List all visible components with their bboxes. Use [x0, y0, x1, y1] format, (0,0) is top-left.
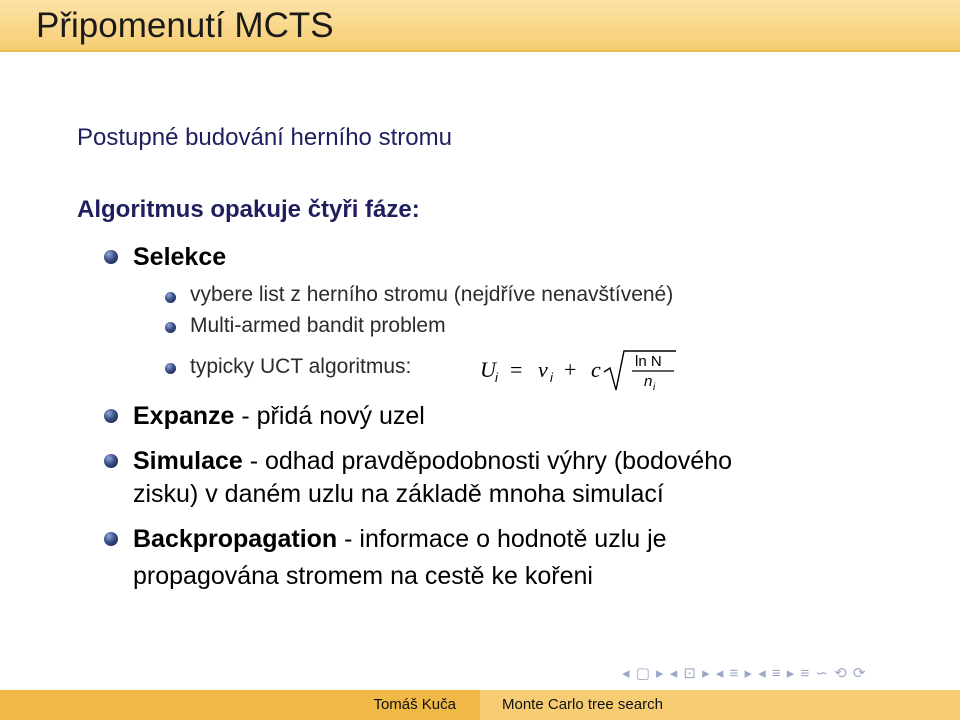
- phase-desc: - přidá nový uzel: [234, 402, 425, 430]
- bullet-icon: [104, 409, 118, 423]
- formula-den-sub: i: [653, 382, 656, 393]
- phase-name: Backpropagation: [133, 525, 338, 553]
- sub-bullet-icon: [165, 322, 176, 333]
- uct-formula: [480, 350, 680, 400]
- phase-simulace: [133, 446, 732, 476]
- phase-name: Selekce: [133, 243, 227, 271]
- formula-denominator: n: [644, 373, 653, 390]
- phase-desc: - informace o hodnotě uzlu je: [337, 525, 667, 553]
- sub-item: typicky UCT algoritmus:: [190, 355, 412, 378]
- title-bar: [0, 0, 960, 52]
- phase-name: Simulace: [133, 447, 243, 475]
- formula-u: U: [480, 357, 496, 382]
- sub-item: Multi-armed bandit problem: [190, 314, 446, 337]
- section-heading: Algoritmus opakuje čtyři fáze:: [77, 196, 420, 223]
- formula-sub: i: [495, 370, 498, 385]
- footer-title: Monte Carlo tree search: [502, 696, 663, 713]
- phase-desc: - odhad pravděpodobnosti výhry (bodového: [242, 447, 733, 475]
- formula-c: c: [591, 357, 601, 382]
- nav-symbols[interactable]: ◂ ▢ ▸ ◂ ⊡ ▸ ◂ ≡ ▸ ◂ ≡ ▸ ≡ ∽ ⟲ ⟳: [622, 665, 867, 682]
- sub-bullet-icon: [165, 292, 176, 303]
- bullet-icon: [104, 532, 118, 546]
- phase-desc-line2: zisku) v daném uzlu na základě mnoha simulací: [133, 480, 664, 508]
- phase-expanze: [133, 401, 425, 431]
- phase-name: Expanze: [133, 402, 235, 430]
- footer-author: Tomáš Kuča: [0, 690, 480, 720]
- formula-numerator: ln N: [635, 353, 662, 370]
- phase-selekce: [133, 242, 226, 272]
- bullet-icon: [104, 454, 118, 468]
- slide-title: Připomenutí MCTS: [36, 6, 334, 45]
- footer: [0, 690, 960, 720]
- sub-item: vybere list z herního stromu (nejdříve nenavštívené): [190, 283, 674, 306]
- formula-v-sub: i: [550, 370, 553, 385]
- formula-plus: +: [564, 357, 577, 382]
- slide-subtitle: Postupné budování herního stromu: [77, 124, 452, 151]
- formula-v: v: [538, 357, 548, 382]
- sub-bullet-icon: [165, 363, 176, 374]
- bullet-icon: [104, 250, 118, 264]
- formula-eq: =: [510, 357, 523, 382]
- phase-desc-line2: propagována stromem na cestě ke kořeni: [133, 562, 593, 590]
- phase-backpropagation: [133, 524, 667, 554]
